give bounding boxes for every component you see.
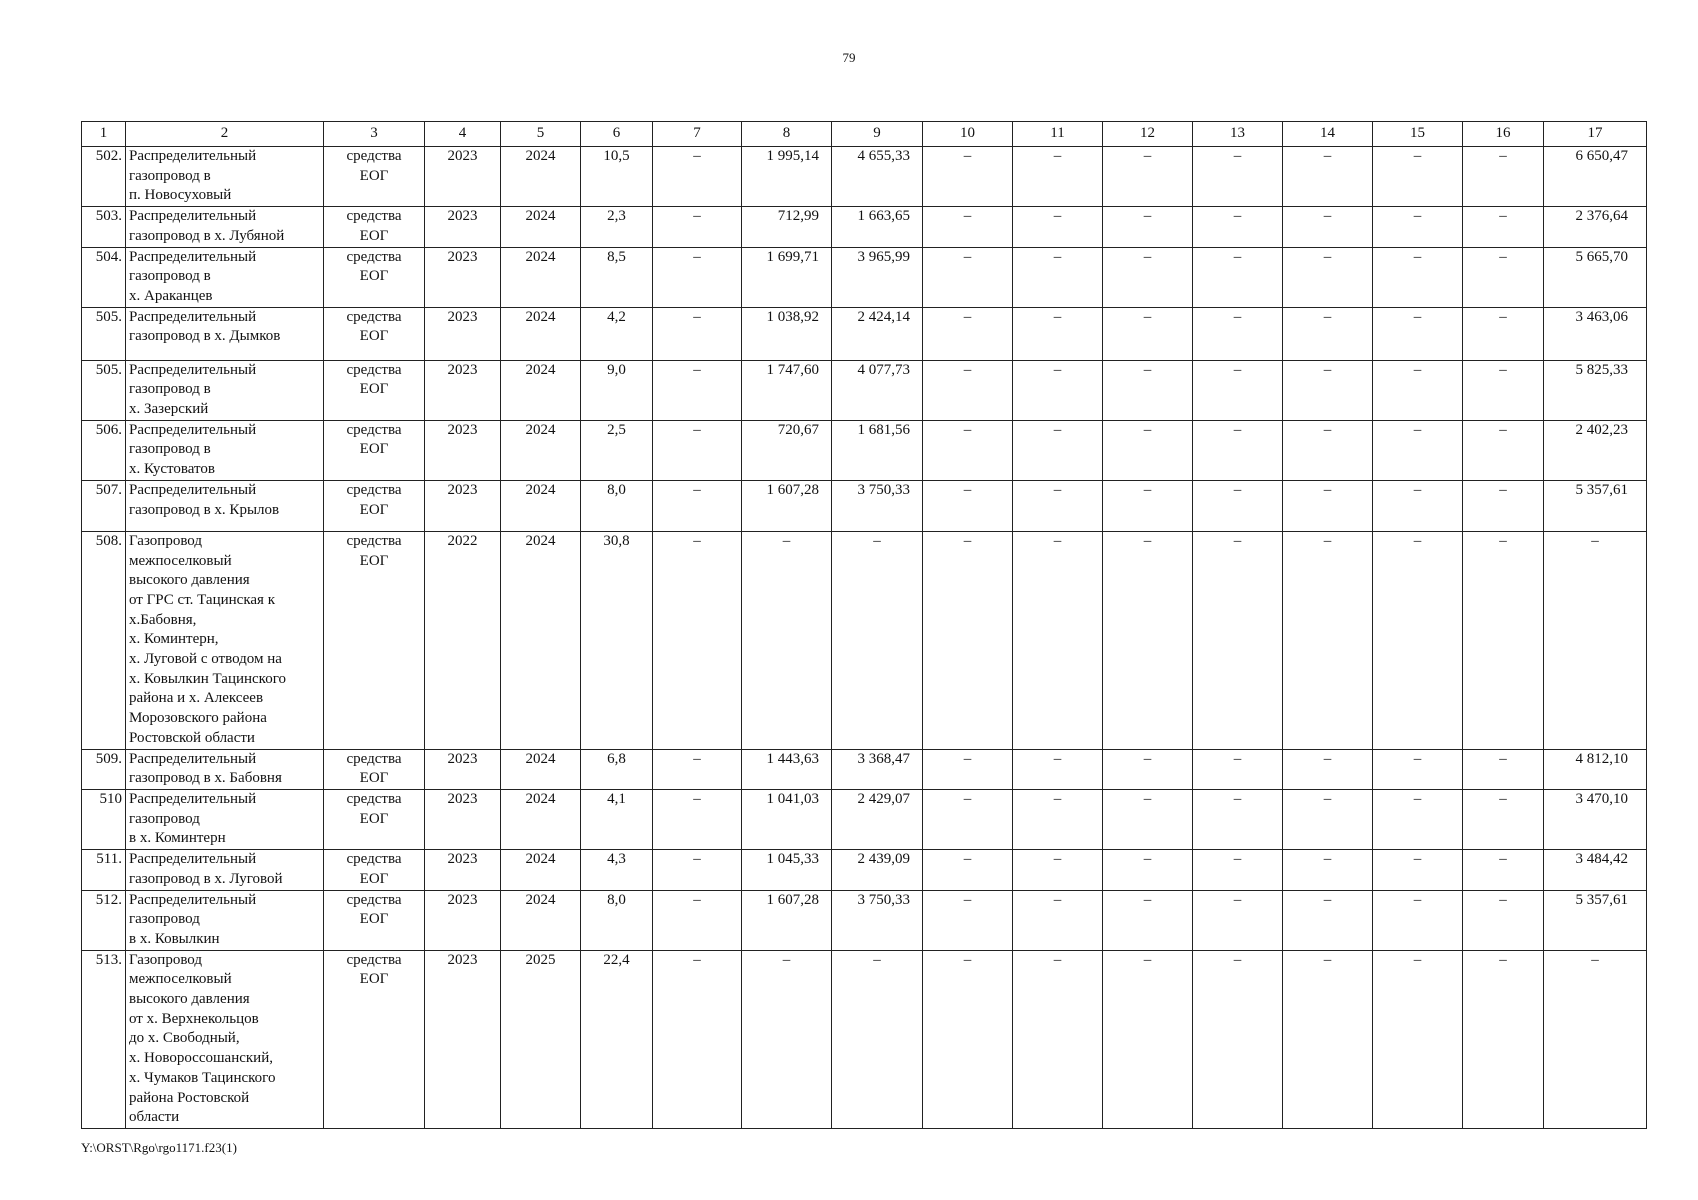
table-row bbox=[82, 749, 1647, 789]
col11-cell: – bbox=[1013, 950, 1103, 1128]
col15-cell: – bbox=[1373, 749, 1463, 789]
col7-cell: – bbox=[653, 890, 742, 950]
start-year-cell: 2023 bbox=[425, 890, 501, 950]
funding-source-cell: средства ЕОГ bbox=[324, 480, 425, 531]
table-row bbox=[82, 247, 1647, 307]
funding-source-cell: средства ЕОГ bbox=[324, 247, 425, 307]
length-cell: 9,0 bbox=[581, 360, 653, 420]
header-cell: 11 bbox=[1013, 122, 1103, 147]
col16-cell: – bbox=[1463, 749, 1544, 789]
data-table-container bbox=[81, 121, 1626, 1129]
col10-cell: – bbox=[923, 950, 1013, 1128]
end-year-cell: 2024 bbox=[501, 850, 581, 890]
start-year-cell: 2023 bbox=[425, 360, 501, 420]
col11-cell: – bbox=[1013, 207, 1103, 247]
col12-cell: – bbox=[1103, 890, 1193, 950]
funding-source-cell: средства ЕОГ bbox=[324, 147, 425, 207]
col10-cell: – bbox=[923, 207, 1013, 247]
col11-cell: – bbox=[1013, 360, 1103, 420]
header-cell: 2 bbox=[126, 122, 324, 147]
col11-cell: – bbox=[1013, 247, 1103, 307]
col12-cell: – bbox=[1103, 360, 1193, 420]
col7-cell: – bbox=[653, 147, 742, 207]
col13-cell: – bbox=[1193, 207, 1283, 247]
header-cell: 3 bbox=[324, 122, 425, 147]
col10-cell: – bbox=[923, 749, 1013, 789]
start-year-cell: 2023 bbox=[425, 850, 501, 890]
col10-cell: – bbox=[923, 480, 1013, 531]
col7-cell: – bbox=[653, 950, 742, 1128]
col17-total-cell: 5 825,33 bbox=[1544, 360, 1647, 420]
col17-total-cell: 2 402,23 bbox=[1544, 420, 1647, 480]
end-year-cell: 2024 bbox=[501, 360, 581, 420]
col9-cell: 3 965,99 bbox=[832, 247, 923, 307]
table-row bbox=[82, 360, 1647, 420]
funding-source-cell: средства ЕОГ bbox=[324, 890, 425, 950]
col8-cell: 1 443,63 bbox=[742, 749, 832, 789]
col17-total-cell: 5 357,61 bbox=[1544, 890, 1647, 950]
col15-cell: – bbox=[1373, 360, 1463, 420]
col11-cell: – bbox=[1013, 147, 1103, 207]
page-number: 79 bbox=[842, 50, 856, 65]
funding-source-cell: средства ЕОГ bbox=[324, 307, 425, 360]
object-name-cell: Распределительный газопровод в п. Новосуховый bbox=[126, 147, 324, 207]
start-year-cell: 2023 bbox=[425, 749, 501, 789]
length-cell: 4,3 bbox=[581, 850, 653, 890]
col14-cell: – bbox=[1283, 950, 1373, 1128]
end-year-cell: 2024 bbox=[501, 789, 581, 849]
col8-cell: 1 045,33 bbox=[742, 850, 832, 890]
col14-cell: – bbox=[1283, 207, 1373, 247]
col13-cell: – bbox=[1193, 890, 1283, 950]
col12-cell: – bbox=[1103, 480, 1193, 531]
col9-cell: 2 439,09 bbox=[832, 850, 923, 890]
col10-cell: – bbox=[923, 147, 1013, 207]
col17-total-cell: 3 470,10 bbox=[1544, 789, 1647, 849]
end-year-cell: 2024 bbox=[501, 480, 581, 531]
row-number-cell: 513. bbox=[82, 950, 126, 1128]
col9-cell: 2 424,14 bbox=[832, 307, 923, 360]
col14-cell: – bbox=[1283, 307, 1373, 360]
funding-source-cell: средства ЕОГ bbox=[324, 420, 425, 480]
table-row bbox=[82, 147, 1647, 207]
length-cell: 2,3 bbox=[581, 207, 653, 247]
col13-cell: – bbox=[1193, 247, 1283, 307]
col12-cell: – bbox=[1103, 531, 1193, 749]
col12-cell: – bbox=[1103, 789, 1193, 849]
header-cell: 14 bbox=[1283, 122, 1373, 147]
col8-cell: 1 041,03 bbox=[742, 789, 832, 849]
col7-cell: – bbox=[653, 420, 742, 480]
col8-cell: 1 607,28 bbox=[742, 890, 832, 950]
col8-cell: – bbox=[742, 531, 832, 749]
row-number-cell: 507. bbox=[82, 480, 126, 531]
col13-cell: – bbox=[1193, 307, 1283, 360]
col12-cell: – bbox=[1103, 749, 1193, 789]
length-cell: 8,0 bbox=[581, 480, 653, 531]
funding-source-cell: средства ЕОГ bbox=[324, 850, 425, 890]
length-cell: 4,2 bbox=[581, 307, 653, 360]
end-year-cell: 2024 bbox=[501, 207, 581, 247]
row-number-cell: 505. bbox=[82, 360, 126, 420]
end-year-cell: 2024 bbox=[501, 247, 581, 307]
col16-cell: – bbox=[1463, 420, 1544, 480]
col15-cell: – bbox=[1373, 850, 1463, 890]
start-year-cell: 2023 bbox=[425, 147, 501, 207]
object-name-cell: Распределительный газопровод в х. Коминтерн bbox=[126, 789, 324, 849]
col10-cell: – bbox=[923, 307, 1013, 360]
start-year-cell: 2023 bbox=[425, 207, 501, 247]
object-name-cell: Распределительный газопровод в х. Араканцев bbox=[126, 247, 324, 307]
object-name-cell: Распределительный газопровод в х. Зазерский bbox=[126, 360, 324, 420]
header-cell: 5 bbox=[501, 122, 581, 147]
col17-total-cell: 4 812,10 bbox=[1544, 749, 1647, 789]
col10-cell: – bbox=[923, 360, 1013, 420]
col8-cell: 1 607,28 bbox=[742, 480, 832, 531]
col17-total-cell: – bbox=[1544, 950, 1647, 1128]
col9-cell: 2 429,07 bbox=[832, 789, 923, 849]
object-name-cell: Распределительный газопровод в х. Крылов bbox=[126, 480, 324, 531]
col7-cell: – bbox=[653, 850, 742, 890]
col15-cell: – bbox=[1373, 531, 1463, 749]
row-number-cell: 511. bbox=[82, 850, 126, 890]
funding-source-cell: средства ЕОГ bbox=[324, 207, 425, 247]
col17-total-cell: 2 376,64 bbox=[1544, 207, 1647, 247]
header-cell: 10 bbox=[923, 122, 1013, 147]
col15-cell: – bbox=[1373, 789, 1463, 849]
col17-total-cell: – bbox=[1544, 531, 1647, 749]
col7-cell: – bbox=[653, 247, 742, 307]
col10-cell: – bbox=[923, 420, 1013, 480]
row-number-cell: 506. bbox=[82, 420, 126, 480]
data-table bbox=[81, 121, 1647, 1129]
object-name-cell: Газопровод межпоселковый высокого давления от х. Верхнекольцов до х. Свободный, х. Новороссошанский, х. Чумаков Тацинского района Ростовской области bbox=[126, 950, 324, 1128]
col8-cell: 1 747,60 bbox=[742, 360, 832, 420]
header-cell: 1 bbox=[82, 122, 126, 147]
col9-cell: 3 368,47 bbox=[832, 749, 923, 789]
col9-cell: 4 077,73 bbox=[832, 360, 923, 420]
header-cell: 6 bbox=[581, 122, 653, 147]
col14-cell: – bbox=[1283, 890, 1373, 950]
table-row bbox=[82, 420, 1647, 480]
col11-cell: – bbox=[1013, 789, 1103, 849]
col14-cell: – bbox=[1283, 247, 1373, 307]
col17-total-cell: 3 463,06 bbox=[1544, 307, 1647, 360]
length-cell: 4,1 bbox=[581, 789, 653, 849]
col16-cell: – bbox=[1463, 207, 1544, 247]
end-year-cell: 2024 bbox=[501, 890, 581, 950]
row-number-cell: 510 bbox=[82, 789, 126, 849]
file-path-footer: Y:\ORST\Rgo\rgo1171.f23(1) bbox=[81, 1140, 237, 1155]
object-name-cell: Распределительный газопровод в х. Луговой bbox=[126, 850, 324, 890]
col17-total-cell: 5 665,70 bbox=[1544, 247, 1647, 307]
col7-cell: – bbox=[653, 531, 742, 749]
col10-cell: – bbox=[923, 890, 1013, 950]
col14-cell: – bbox=[1283, 789, 1373, 849]
col17-total-cell: 6 650,47 bbox=[1544, 147, 1647, 207]
col10-cell: – bbox=[923, 247, 1013, 307]
col14-cell: – bbox=[1283, 749, 1373, 789]
length-cell: 6,8 bbox=[581, 749, 653, 789]
col7-cell: – bbox=[653, 360, 742, 420]
col14-cell: – bbox=[1283, 480, 1373, 531]
object-name-cell: Распределительный газопровод в х. Лубяной bbox=[126, 207, 324, 247]
col10-cell: – bbox=[923, 531, 1013, 749]
table-row bbox=[82, 850, 1647, 890]
col15-cell: – bbox=[1373, 207, 1463, 247]
row-number-cell: 503. bbox=[82, 207, 126, 247]
col17-total-cell: 3 484,42 bbox=[1544, 850, 1647, 890]
col8-cell: 1 699,71 bbox=[742, 247, 832, 307]
col11-cell: – bbox=[1013, 850, 1103, 890]
start-year-cell: 2023 bbox=[425, 480, 501, 531]
header-cell: 12 bbox=[1103, 122, 1193, 147]
col11-cell: – bbox=[1013, 531, 1103, 749]
object-name-cell: Распределительный газопровод в х. Ковылкин bbox=[126, 890, 324, 950]
col13-cell: – bbox=[1193, 420, 1283, 480]
col8-cell: 712,99 bbox=[742, 207, 832, 247]
object-name-cell: Распределительный газопровод в х. Кустоватов bbox=[126, 420, 324, 480]
col16-cell: – bbox=[1463, 360, 1544, 420]
col16-cell: – bbox=[1463, 950, 1544, 1128]
col15-cell: – bbox=[1373, 420, 1463, 480]
col12-cell: – bbox=[1103, 307, 1193, 360]
end-year-cell: 2024 bbox=[501, 307, 581, 360]
col11-cell: – bbox=[1013, 420, 1103, 480]
col9-cell: 1 681,56 bbox=[832, 420, 923, 480]
col11-cell: – bbox=[1013, 890, 1103, 950]
start-year-cell: 2022 bbox=[425, 531, 501, 749]
col7-cell: – bbox=[653, 307, 742, 360]
funding-source-cell: средства ЕОГ bbox=[324, 749, 425, 789]
col7-cell: – bbox=[653, 749, 742, 789]
col10-cell: – bbox=[923, 850, 1013, 890]
start-year-cell: 2023 bbox=[425, 950, 501, 1128]
col9-cell: – bbox=[832, 950, 923, 1128]
col15-cell: – bbox=[1373, 890, 1463, 950]
length-cell: 8,0 bbox=[581, 890, 653, 950]
col9-cell: 1 663,65 bbox=[832, 207, 923, 247]
header-cell: 13 bbox=[1193, 122, 1283, 147]
table-row bbox=[82, 531, 1647, 749]
col11-cell: – bbox=[1013, 480, 1103, 531]
col13-cell: – bbox=[1193, 789, 1283, 849]
col12-cell: – bbox=[1103, 950, 1193, 1128]
start-year-cell: 2023 bbox=[425, 307, 501, 360]
col16-cell: – bbox=[1463, 531, 1544, 749]
header-cell: 7 bbox=[653, 122, 742, 147]
length-cell: 10,5 bbox=[581, 147, 653, 207]
header-cell: 16 bbox=[1463, 122, 1544, 147]
table-header-row bbox=[82, 122, 1647, 147]
col12-cell: – bbox=[1103, 147, 1193, 207]
table-row bbox=[82, 890, 1647, 950]
col10-cell: – bbox=[923, 789, 1013, 849]
col14-cell: – bbox=[1283, 531, 1373, 749]
object-name-cell: Распределительный газопровод в х. Бабовня bbox=[126, 749, 324, 789]
col13-cell: – bbox=[1193, 480, 1283, 531]
row-number-cell: 502. bbox=[82, 147, 126, 207]
header-cell: 9 bbox=[832, 122, 923, 147]
length-cell: 8,5 bbox=[581, 247, 653, 307]
table-row bbox=[82, 950, 1647, 1128]
funding-source-cell: средства ЕОГ bbox=[324, 950, 425, 1128]
col12-cell: – bbox=[1103, 247, 1193, 307]
row-number-cell: 508. bbox=[82, 531, 126, 749]
col16-cell: – bbox=[1463, 890, 1544, 950]
col12-cell: – bbox=[1103, 850, 1193, 890]
end-year-cell: 2024 bbox=[501, 531, 581, 749]
col11-cell: – bbox=[1013, 307, 1103, 360]
row-number-cell: 509. bbox=[82, 749, 126, 789]
col16-cell: – bbox=[1463, 789, 1544, 849]
header-cell: 4 bbox=[425, 122, 501, 147]
col16-cell: – bbox=[1463, 307, 1544, 360]
col14-cell: – bbox=[1283, 850, 1373, 890]
col16-cell: – bbox=[1463, 480, 1544, 531]
header-cell: 15 bbox=[1373, 122, 1463, 147]
table-row bbox=[82, 307, 1647, 360]
col15-cell: – bbox=[1373, 307, 1463, 360]
object-name-cell: Газопровод межпоселковый высокого давления от ГРС ст. Тацинская к х.Бабовня, х. Коминтерн, х. Луговой с отводом на х. Ковылкин Тацинского района и х. Алексеев Морозовского района Ростовской области bbox=[126, 531, 324, 749]
col7-cell: – bbox=[653, 207, 742, 247]
col13-cell: – bbox=[1193, 950, 1283, 1128]
col7-cell: – bbox=[653, 480, 742, 531]
row-number-cell: 512. bbox=[82, 890, 126, 950]
col8-cell: – bbox=[742, 950, 832, 1128]
col12-cell: – bbox=[1103, 420, 1193, 480]
col9-cell: 4 655,33 bbox=[832, 147, 923, 207]
col8-cell: 1 995,14 bbox=[742, 147, 832, 207]
table-row bbox=[82, 207, 1647, 247]
table-row bbox=[82, 789, 1647, 849]
header-cell: 8 bbox=[742, 122, 832, 147]
header-cell: 17 bbox=[1544, 122, 1647, 147]
row-number-cell: 505. bbox=[82, 307, 126, 360]
length-cell: 2,5 bbox=[581, 420, 653, 480]
col14-cell: – bbox=[1283, 147, 1373, 207]
end-year-cell: 2024 bbox=[501, 147, 581, 207]
col14-cell: – bbox=[1283, 360, 1373, 420]
col16-cell: – bbox=[1463, 147, 1544, 207]
col15-cell: – bbox=[1373, 247, 1463, 307]
col15-cell: – bbox=[1373, 950, 1463, 1128]
col13-cell: – bbox=[1193, 147, 1283, 207]
end-year-cell: 2024 bbox=[501, 749, 581, 789]
table-row bbox=[82, 480, 1647, 531]
col9-cell: – bbox=[832, 531, 923, 749]
col9-cell: 3 750,33 bbox=[832, 480, 923, 531]
col15-cell: – bbox=[1373, 147, 1463, 207]
col14-cell: – bbox=[1283, 420, 1373, 480]
length-cell: 30,8 bbox=[581, 531, 653, 749]
funding-source-cell: средства ЕОГ bbox=[324, 789, 425, 849]
col8-cell: 720,67 bbox=[742, 420, 832, 480]
start-year-cell: 2023 bbox=[425, 247, 501, 307]
col16-cell: – bbox=[1463, 850, 1544, 890]
col13-cell: – bbox=[1193, 749, 1283, 789]
object-name-cell: Распределительный газопровод в х. Дымков bbox=[126, 307, 324, 360]
end-year-cell: 2025 bbox=[501, 950, 581, 1128]
col13-cell: – bbox=[1193, 360, 1283, 420]
col13-cell: – bbox=[1193, 531, 1283, 749]
col17-total-cell: 5 357,61 bbox=[1544, 480, 1647, 531]
funding-source-cell: средства ЕОГ bbox=[324, 360, 425, 420]
end-year-cell: 2024 bbox=[501, 420, 581, 480]
col7-cell: – bbox=[653, 789, 742, 849]
row-number-cell: 504. bbox=[82, 247, 126, 307]
start-year-cell: 2023 bbox=[425, 789, 501, 849]
col13-cell: – bbox=[1193, 850, 1283, 890]
length-cell: 22,4 bbox=[581, 950, 653, 1128]
funding-source-cell: средства ЕОГ bbox=[324, 531, 425, 749]
col8-cell: 1 038,92 bbox=[742, 307, 832, 360]
col9-cell: 3 750,33 bbox=[832, 890, 923, 950]
col11-cell: – bbox=[1013, 749, 1103, 789]
col12-cell: – bbox=[1103, 207, 1193, 247]
col16-cell: – bbox=[1463, 247, 1544, 307]
start-year-cell: 2023 bbox=[425, 420, 501, 480]
col15-cell: – bbox=[1373, 480, 1463, 531]
